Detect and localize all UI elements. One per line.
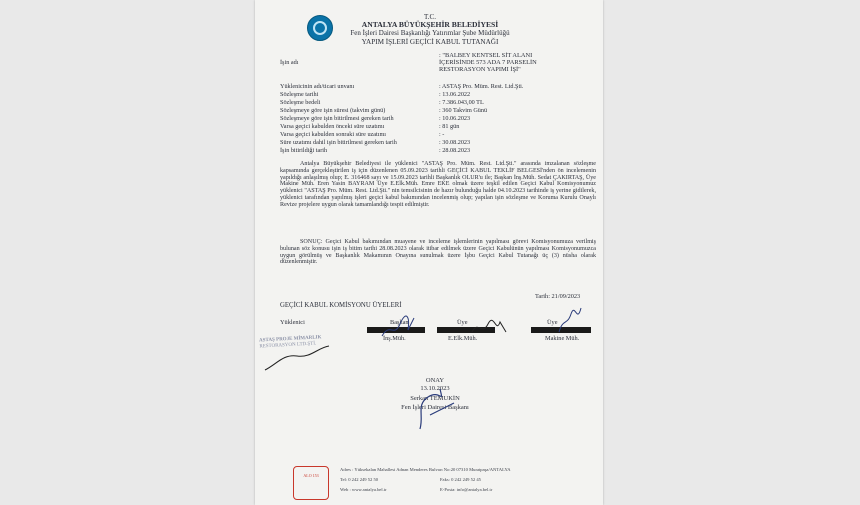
footer-fax: Faks: 0 242 249 52 45 — [440, 477, 481, 482]
body-paragraph-1: Antalya Büyükşehir Belediyesi ile yüklenici "ASTAŞ Pro. Müm. Rest. Ltd.Şti." arasında imzalanan sözleşme kapsamında gerçekleştirilen iş için düzenlenen 05.09.2023 tarihli GEÇİCİ KABUL TEKLİF BELGESİ'nden ön incelemenin yapıldığı anlaşılmış olup; E. 316468 sayı ve 15.09.2023 tarihli Başkanlık OLUR'u ile; Başkan İnş.Müh. Sedat ÇAKIRTAŞ, Üye Makine Müh. Eren Yasin BAYRAM Üye E.Elk.Müh. Emre EKE olmak üzere teşkil edilen Geçici Kabul Komisyonumuz yüklenici "ASTAŞ Pro. Müm. Rest. Ltd.Şti." nin temsilcisinin de hazır bulunduğu halde 04.10.2023 tarihinde iş yerine gidilerek, yüklenici tarafından yapılmış işleri geçici kabul bakımından incelenmiş olup; yapılan işin sözleşme ve Koruma Kurulu Onaylı Revize projelere uygun olarak tamamlandığı tespit edilmiştir. — [280, 161, 596, 208]
job-name-value: : "BALBEY KENTSEL SİT ALANI İÇERİSİNDE 573 ADA 7 PARSELİN RESTORASYON YAPIMI İŞİ" — [439, 52, 537, 74]
approval-title: Fen İşleri Dairesi Başkanı — [401, 404, 469, 411]
field-value: : 81 gün — [439, 123, 460, 130]
title-member-1: E.Elk.Müh. — [448, 335, 478, 342]
footer-address: Adres : Yüksekalan Mahallesi Adnan Menderes Bulvarı No:20 07310 Muratpaşa/ANTALYA — [340, 467, 511, 472]
field-label: Varsa geçici kabulden sonraki süre uzatımı — [280, 131, 387, 138]
committee-title: GEÇİCİ KABUL KOMİSYONU ÜYELERİ — [280, 302, 402, 309]
role-member-1: Üye — [457, 319, 468, 326]
header-dept: Fen İşleri Dairesi Başkanlığı Yatırımlar Şube Müdürlüğü — [350, 29, 510, 37]
title-chair: İnş.Müh. — [383, 335, 406, 342]
header-tc: T.C. — [424, 13, 436, 21]
approval-date: 13.10.2023 — [420, 385, 450, 392]
field-value: : 13.06.2022 — [439, 91, 471, 98]
role-chair: Başkan — [390, 319, 409, 326]
field-label: Sözleşme bedeli — [280, 99, 321, 106]
field-label: Sözleşmeye göre işin bitirilmesi gereken tarih — [280, 115, 394, 122]
signature-chair — [380, 312, 420, 342]
signature-member-1 — [470, 318, 510, 338]
field-label: Yüklenicinin adı/ticari unvanı — [280, 83, 355, 90]
field-value: : 30.08.2023 — [439, 139, 471, 146]
field-label: Süre uzatımı dahil işin bitirilmesi gereken tarih — [280, 139, 397, 146]
header-org: ANTALYA BÜYÜKŞEHİR BELEDİYESİ — [361, 20, 499, 29]
body-paragraph-2: SONUÇ: Geçici Kabul bakımından muayene ve inceleme işlemlerinin yapılması görevi Komisyonumuza verilmiş bulunan söz konusu işin iş bitim tarihi 28.08.2023 olarak itibar edilmek üzere Geçici Kabulünün yapılması Komisyonumuzca uygun görülmüş ve Başkanlık Makamının Onayına sunulmak üzere İşbu Geçici Kabul Tutanağı üç (3) nüsha olarak düzenlenmiştir. — [280, 239, 596, 266]
approval-name: Serkan TEMUKİN — [410, 395, 460, 402]
document-title: YAPIM İŞLERİ GEÇİCİ KABUL TUTANAĞI — [361, 38, 499, 46]
job-name-label: İşin adı — [280, 59, 299, 66]
contractor-label: Yüklenici — [280, 319, 305, 326]
signature-approver — [410, 385, 460, 433]
field-value: : - — [439, 131, 445, 138]
approval-onay: ONAY — [425, 377, 445, 384]
signature-contractor — [263, 344, 333, 372]
document-page — [255, 0, 603, 505]
field-label: Sözleşme tarihi — [280, 91, 319, 98]
footer-tel: Tel: 0 242 249 52 50 — [340, 477, 379, 482]
stamp-line-2: RESTORASYON LTD.ŞTİ. — [259, 341, 317, 350]
field-value: : 7.386.043,00 TL — [439, 99, 484, 106]
field-value: : 10.06.2023 — [439, 115, 471, 122]
field-label: Varsa geçici kabulden önceki süre uzatımı — [280, 123, 385, 130]
signature-member-2 — [555, 306, 585, 336]
emblem-text: ALO 153 — [303, 473, 319, 478]
field-value: : 28.08.2023 — [439, 147, 471, 154]
field-label: Sözleşmeye göre işin süresi (takvim günü) — [280, 107, 386, 114]
field-value: : ASTAŞ Pro. Müm. Rest. Ltd.Şti. — [439, 83, 524, 90]
municipality-logo-icon — [307, 15, 333, 41]
field-value: : 360 Takvim Günü — [439, 107, 488, 114]
signature-date: Tarih: 21/09/2023 — [535, 293, 581, 300]
footer-email: E-Posta: info@antalya.bel.tr — [440, 487, 493, 492]
footer-web: Web : www.antalya.bel.tr — [340, 487, 387, 492]
role-member-2: Üye — [547, 319, 558, 326]
stamp-line-1: ASTAŞ PROJE MİMARLIK — [259, 335, 322, 344]
alo-153-emblem — [293, 466, 329, 500]
title-member-2: Makine Müh. — [545, 335, 580, 342]
field-label: İşin bitirildiği tarih — [280, 147, 328, 154]
